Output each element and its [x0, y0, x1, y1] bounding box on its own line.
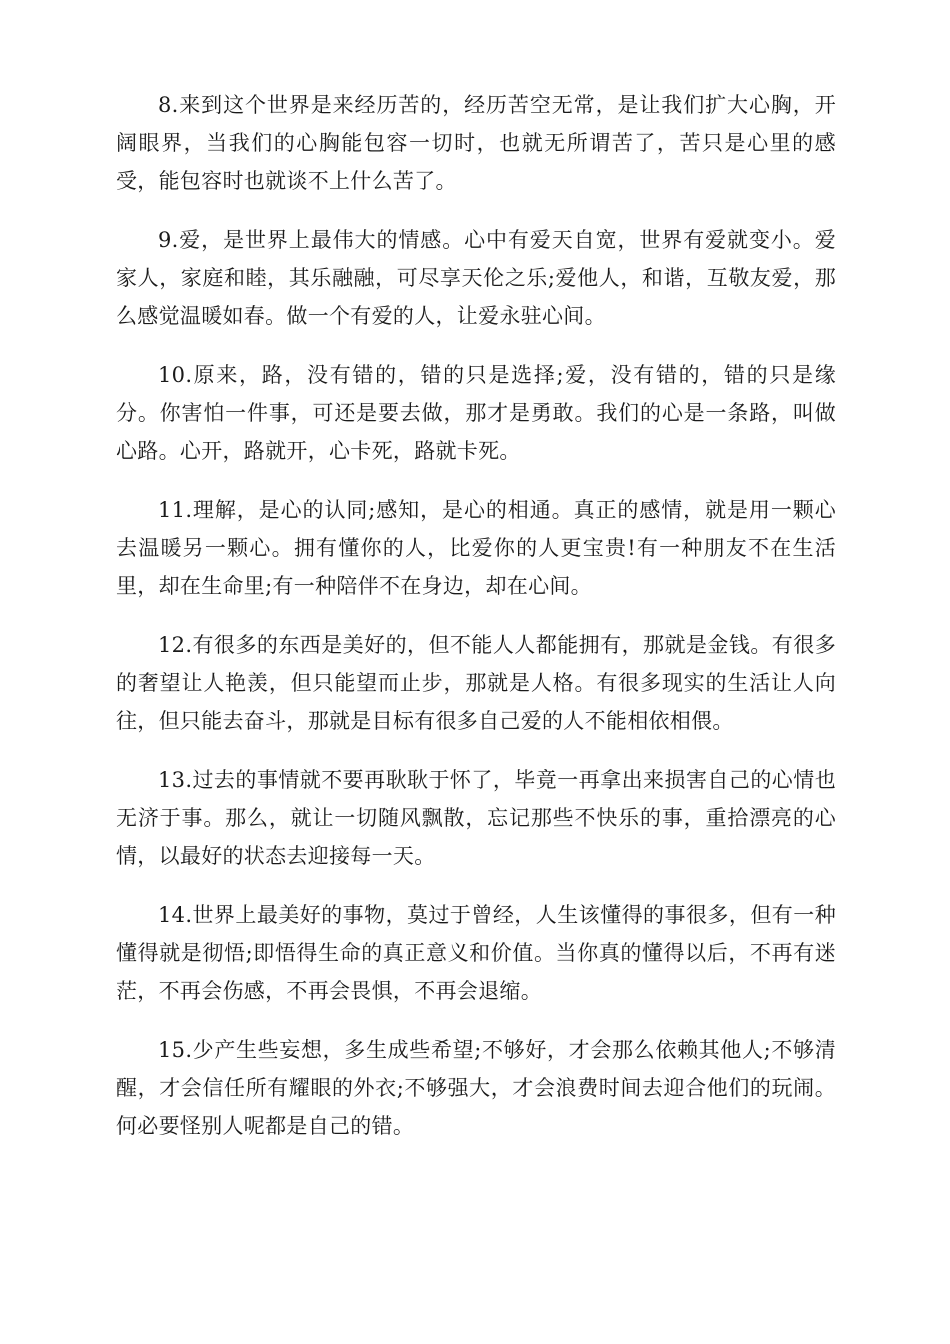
paragraph-15: 15.少产生些妄想，多生成些希望;不够好，才会那么依赖其他人;不够清醒，才会信任所有耀眼的外衣;不够强大，才会浪费时间去迎合他们的玩闹。何必要怪别人呢都是自己的错。 — [116, 1038, 836, 1138]
paragraph-9: 9.爱，是世界上最伟大的情感。心中有爱天自宽，世界有爱就变小。爱家人，家庭和睦，其乐融融，可尽享天伦之乐;爱他人，和谐，互敬友爱，那么感觉温暖如春。做一个有爱的人，让爱永驻心间。 — [116, 228, 836, 328]
paragraph-8: 8.来到这个世界是来经历苦的，经历苦空无常，是让我们扩大心胸，开阔眼界，当我们的心胸能包容一切时，也就无所谓苦了，苦只是心里的感受，能包容时也就谈不上什么苦了。 — [116, 93, 836, 193]
paragraph-13: 13.过去的事情就不要再耿耿于怀了，毕竟一再拿出来损害自己的心情也无济于事。那么，就让一切随风飘散，忘记那些不快乐的事，重拾漂亮的心情，以最好的状态去迎接每一天。 — [116, 768, 836, 868]
paragraph-11: 11.理解，是心的认同;感知，是心的相通。真正的感情，就是用一颗心去温暖另一颗心。拥有懂你的人，比爱你的人更宝贵!有一种朋友不在生活里，却在生命里;有一种陪伴不在身边，却在心间。 — [116, 498, 836, 598]
paragraph-14: 14.世界上最美好的事物，莫过于曾经，人生该懂得的事很多，但有一种懂得就是彻悟;即悟得生命的真正意义和价值。当你真的懂得以后，不再有迷茫，不再会伤感，不再会畏惧，不再会退缩。 — [116, 903, 836, 1003]
paragraph-10: 10.原来，路，没有错的，错的只是选择;爱，没有错的，错的只是缘分。你害怕一件事，可还是要去做，那才是勇敢。我们的心是一条路，叫做心路。心开，路就开，心卡死，路就卡死。 — [116, 363, 836, 463]
document-body — [116, 86, 836, 1166]
paragraph-12: 12.有很多的东西是美好的，但不能人人都能拥有，那就是金钱。有很多的奢望让人艳羡，但只能望而止步，那就是人格。有很多现实的生活让人向往，但只能去奋斗，那就是目标有很多自己爱的人不能相依相偎。 — [116, 633, 836, 733]
